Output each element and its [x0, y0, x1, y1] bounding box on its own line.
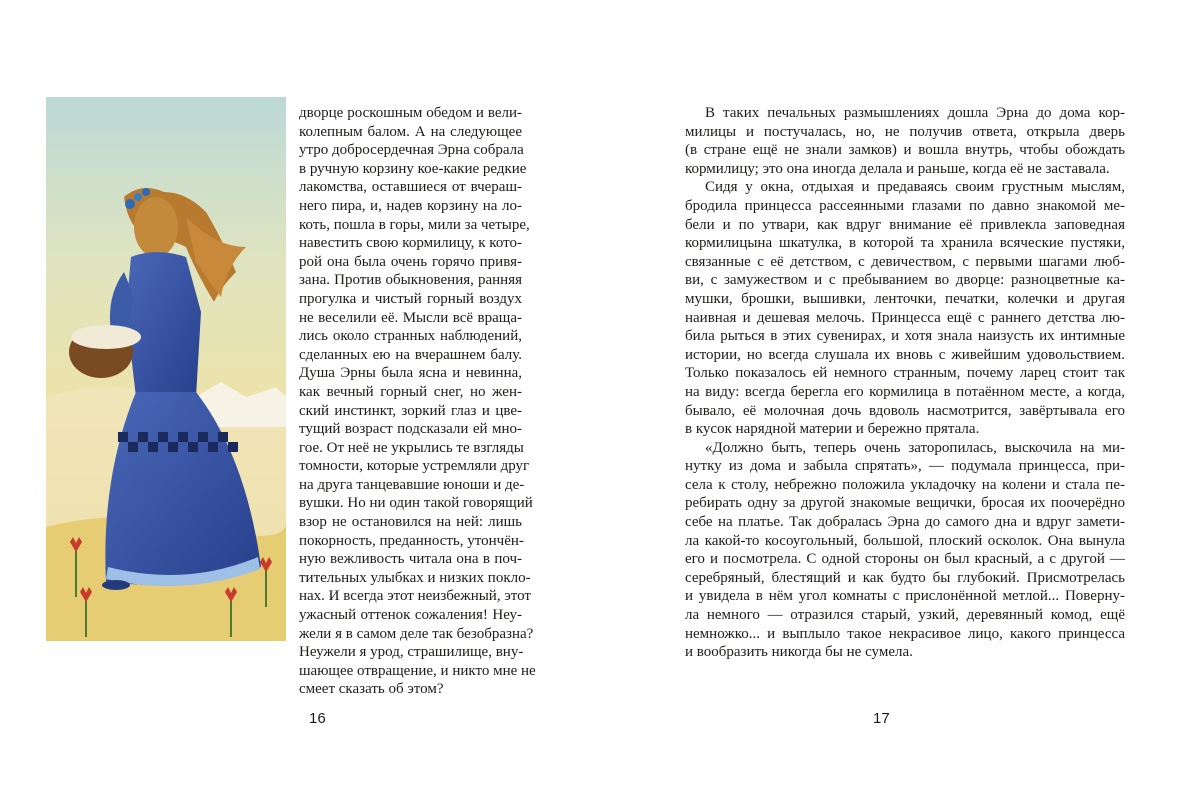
text-line: него пира, и, надев корзину на ло- — [299, 197, 522, 214]
text-line: гое. От неё не укрылись те взгляды — [299, 439, 524, 456]
text-line: и вообразить никогда бы не сумела. — [685, 644, 913, 661]
girl-in-blue-dress-illustration — [46, 97, 286, 641]
text-line: жели я в самом деле так безобразна? — [299, 625, 534, 642]
text-line: рой она была очень горячо привя- — [299, 253, 522, 270]
text-line: ужасный оттенок сожаления! Неу- — [299, 607, 522, 624]
text-line: связанные с её детством, с девичеством, с первыми шагами люб- — [685, 253, 1125, 270]
left-page-text — [299, 104, 536, 699]
text-line: ла немного — отразился старый, узкий, деревянный комод, ещё — [685, 607, 1125, 624]
text-line: Сидя у окна, отдыхая и предаваясь своим грустным мыслям, — [705, 179, 1125, 196]
text-line: тительных улыбках и низких покло- — [299, 569, 531, 586]
text-line: Душа Эрны была ясна и невинна, — [299, 365, 522, 382]
text-line: как вечный горный снег, но жен- — [299, 383, 522, 400]
text-line: истории, но всегда слушала их вновь с живейшим удовольствием. — [685, 346, 1125, 363]
text-line: томности, которые устремляли друг — [299, 458, 530, 475]
text-line: Только показалось ей немного странным, почему ларец стоит так — [685, 365, 1125, 382]
text-line: на друга танцевавшие юноши и де- — [299, 476, 525, 493]
text-line: мушки, брошки, вышивки, ленточки, печатки, колечки и другая — [685, 290, 1125, 307]
text-line: тущий возраст подсказали ей мно- — [299, 421, 522, 438]
text-line: села к столу, небрежно положила укладочку на колени и стала пе- — [685, 476, 1125, 493]
text-line: дворце роскошным обедом и вели- — [299, 105, 522, 121]
text-line: наивная и дешевая мелочь. Принцесса ещё с раннего детства лю- — [685, 309, 1125, 326]
right-page-text — [685, 104, 1125, 662]
text-line: на виду: всегда берегла его кормилица в потаённом месте, а когда, — [685, 383, 1125, 400]
text-line: себе на платье. Так добралась Эрна до самого дна и вдруг замети- — [685, 514, 1125, 531]
text-line: колепным балом. А на следующее — [299, 123, 522, 140]
text-line: шающее отвращение, и никто мне не — [299, 662, 536, 679]
text-line: взор не остановился на ней: лишь — [299, 514, 522, 531]
page-number-right: 17 — [873, 710, 890, 727]
text-line: вушки. Но ни один такой говорящий — [299, 495, 533, 512]
text-line: милицы и постучалась, но, не получив ответа, открыла дверь — [685, 123, 1125, 140]
text-line: лакомства, оставшиеся от вчераш- — [299, 179, 522, 196]
text-line: серебряный, блестящий и как будто бы глубокий. Присмотрелась — [685, 569, 1125, 586]
text-line: его и посмотрела. С одной стороны он был красный, а с другой — — [685, 551, 1125, 568]
text-line: кормилицу; это она иногда делала и раньше, когда её не заставала. — [685, 160, 1110, 177]
text-line: ский инстинкт, зоркий глаз и цве- — [299, 402, 522, 419]
text-line: ную вежливость читала она в поч- — [299, 551, 522, 568]
illustration-drawing — [46, 97, 286, 641]
text-line: ви, с замужеством и с пребыванием во дворце: разноцветные ка- — [685, 272, 1125, 289]
text-line: навестить свою кормилицу, к кото- — [299, 235, 522, 252]
right-page — [600, 0, 1200, 789]
text-line: ребирать одну за другой знакомые вещички, бросая их поочерёдно — [685, 495, 1125, 512]
text-line: утро добросердечная Эрна собрала — [299, 142, 524, 159]
text-line: лись около странных наблюдений, — [299, 328, 522, 345]
text-line: сделанных ею на вчерашнем балу. — [299, 346, 522, 363]
page-number-left: 16 — [309, 710, 326, 727]
text-line: нутку из дома и забыла спрятать», — подумала принцесса, при- — [685, 458, 1125, 475]
text-line: прогулка и чистый горный воздух — [299, 290, 522, 307]
text-line: бели и по утвари, как вдруг внимание её привлекла заповедная — [685, 216, 1125, 233]
text-line: «Должно быть, теперь очень заторопилась, выскочила на ми- — [705, 439, 1125, 456]
text-line: в ручную корзину кое-какие редкие — [299, 160, 527, 177]
text-line: ла какой-то косоугольный, большой, плоский осколок. Она вынула — [685, 532, 1125, 549]
text-line: зана. Против обыкновения, ранняя — [299, 272, 522, 289]
text-line: и увидела в нём угол комнаты с прислонённой метлой... Поверну- — [685, 588, 1125, 605]
text-line: нах. И всегда этот неизбежный, этот — [299, 588, 531, 605]
text-line: била рыться в этих сувенирах, и хотя знала наизусть их интимные — [685, 328, 1125, 345]
text-line: в кусок нарядной материи и бережно прятала. — [685, 421, 980, 438]
text-line: кормилицына шкатулка, в которой та хранила всяческие пустяки, — [685, 235, 1125, 252]
text-line: немножко... и выплыло такое некрасивое лицо, какого принцесса — [685, 625, 1125, 642]
text-line: смеет сказать об этом? — [299, 681, 444, 698]
text-line: бывало, её молочная дочь вдоволь насмотрится, завёртывала его — [685, 402, 1125, 419]
text-line: не веселили её. Мысли всё враща- — [299, 309, 522, 326]
text-line: коть, пошла в горы, мили за четыре, — [299, 216, 530, 233]
text-line: Неужели я урод, страшилище, вну- — [299, 644, 524, 661]
text-line: бродила принцесса рассеянными глазами по давно знакомой ме- — [685, 197, 1125, 214]
text-line: В таких печальных размышлениях дошла Эрна до дома кор- — [705, 105, 1125, 121]
text-line: покорность, преданность, утончён- — [299, 532, 524, 549]
text-line: (в стране ещё не знали замков) и вошла внутрь, чтобы обождать — [685, 142, 1125, 159]
